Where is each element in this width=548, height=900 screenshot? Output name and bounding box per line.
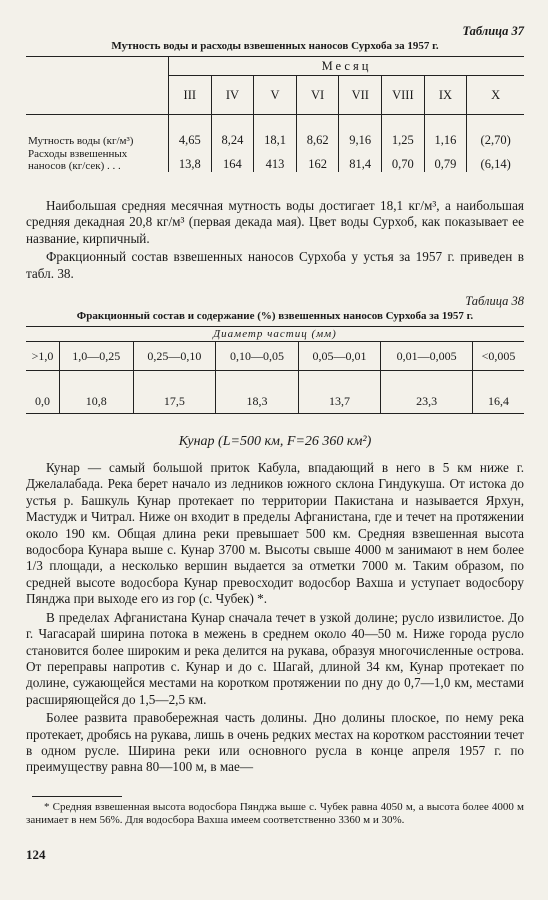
table-38-label: Таблица 38 (465, 294, 524, 309)
table-37 (26, 56, 524, 172)
table-cell: 13,8 (169, 148, 212, 172)
table-cell: (6,14) (467, 148, 524, 172)
page-number: 124 (26, 846, 46, 862)
table-cell: 23,3 (381, 371, 473, 414)
footnote-rule (32, 796, 122, 797)
table-38-col-header: 0,05—0,01 (298, 342, 381, 371)
row-label: Расходы взвешенных наносов (кг/сек) . . . (28, 148, 128, 172)
paragraphs-kunar (26, 460, 524, 776)
table-37-corner (26, 57, 169, 115)
table-37-col-header: IV (211, 76, 254, 115)
paragraph: В пределах Афганистана Кунар сначала течет в узкой долине; русло извилистое. До г. Чагасарай ширина потока в межень в среднем около 40—50 м. Ниже города русло становится более широким и река делится на рукава, образуя многочисленные острова. От переправы напротив с. Кунар и до с. Шагай, длиной 34 км, Кунар протекает по долине, сужающейся местами на коротком протяжении по дну до 0,7—1,0 км, местами расширяющейся до 1,5—2,5 км. (26, 609, 524, 707)
table-37-col-header: III (169, 76, 212, 115)
table-cell: 1,16 (424, 115, 467, 149)
table-cell: 162 (296, 148, 339, 172)
table-37-label: Таблица 37 (462, 24, 524, 38)
table-38-diameter-header: Диаметр частиц (мм) (26, 327, 524, 342)
table-cell: 18,1 (254, 115, 297, 149)
table-37-col-header: X (467, 76, 524, 115)
paragraphs-after-table-37 (26, 198, 524, 282)
table-cell: 8,24 (211, 115, 254, 149)
table-cell: 13,7 (298, 371, 381, 414)
table-37-col-header: VII (339, 76, 382, 115)
table-37-title: Мутность воды и расходы взвешенных наносов Сурхоба за 1957 г. (111, 40, 439, 52)
table-cell: 164 (211, 148, 254, 172)
table-cell: 0,70 (382, 148, 425, 172)
table-37-col-header: V (254, 76, 297, 115)
table-cell: 1,25 (382, 115, 425, 149)
table-row (26, 148, 524, 172)
table-38-col-header: 0,01—0,005 (381, 342, 473, 371)
table-cell: 10,8 (59, 371, 133, 414)
table-cell: 413 (254, 148, 297, 172)
table-cell: 0,79 (424, 148, 467, 172)
table-cell: 81,4 (339, 148, 382, 172)
table-cell: 9,16 (339, 115, 382, 149)
table-38-col-header: 1,0—0,25 (59, 342, 133, 371)
paragraph: Наибольшая средняя месячная мутность воды достигает 18,1 кг/м³, а наибольшая средняя декадная 20,8 кг/м³ (первая декада мая). Цвет воды Сурхоб, как показывает ее название, кирпичный. (26, 198, 524, 246)
table-cell: 18,3 (216, 371, 299, 414)
paragraph: Более развита правобережная часть долины. Дно долины плоское, по нему река протекает, дробясь на рукава, лишь в очень редких местах на коротком расстоянии течет в одном русле. Ширина реки или основного русла в конце апреля 1957 г. по преимуществу равна 80—100 м, в мае— (26, 710, 524, 775)
table-cell: 17,5 (133, 371, 216, 414)
table-38-col-header: <0,005 (472, 342, 524, 371)
table-cell: 16,4 (472, 371, 524, 414)
table-38-col-header: 0,25—0,10 (133, 342, 216, 371)
table-38-col-header: 0,10—0,05 (216, 342, 299, 371)
table-38 (26, 326, 524, 414)
paragraph: Фракционный состав взвешенных наносов Сурхоба у устья за 1957 г. приведен в табл. 38. (26, 249, 524, 281)
section-heading: Кунар (L=500 км, F=26 360 км²) (178, 434, 372, 450)
table-37-month-header: Месяц (169, 57, 525, 76)
table-38-title: Фракционный состав и содержание (%) взвешенных наносов Сурхоба за 1957 г. (76, 310, 474, 323)
table-cell: 8,62 (296, 115, 339, 149)
table-row (26, 115, 524, 149)
table-cell: (2,70) (467, 115, 524, 149)
table-37-col-header: VIII (382, 76, 425, 115)
table-cell: 4,65 (169, 115, 212, 149)
footnote: * Средняя взвешенная высота водосбора Пянджа выше с. Чубек равна 4050 м, а высота более 4000 м занимает в нем 56%. Для водосбора Вахша имеем соответственно 3360 м и 30%. (26, 800, 524, 826)
table-37-col-header: VI (296, 76, 339, 115)
table-37-col-header: IX (424, 76, 467, 115)
table-38-col-header: >1,0 (26, 342, 59, 371)
table-cell: 0,0 (26, 371, 59, 414)
paragraph: Кунар — самый большой приток Кабула, впадающий в него в 5 км ниже г. Джелалабада. Река берет начало из ледников южного склона Гиндукуша. От истока до устья р. Башкуль Кунар протекает по территории Пакистана и называется Ярхун, Мастудж и Читрал. Ниже он входит в пределы Афганистана, где и течет на протяжении около 190 км. Общая длина реки превышает 500 км. Средняя взвешенная высота водосбора Кунара выше с. Кунар 3700 м. Высоты свыше 4000 м занимают в нем более 1/3 площади, а несколько вершин выдается за отметки 7000 м. Таким образом, по средней высоте водосбора Кунар превосходит водосбор Вахша и уступает водосбору Пянджа при выходе его из гор (с. Чубек) *. (26, 460, 524, 607)
table-row (26, 371, 524, 414)
row-label: Мутность воды (кг/м³) (28, 134, 134, 147)
